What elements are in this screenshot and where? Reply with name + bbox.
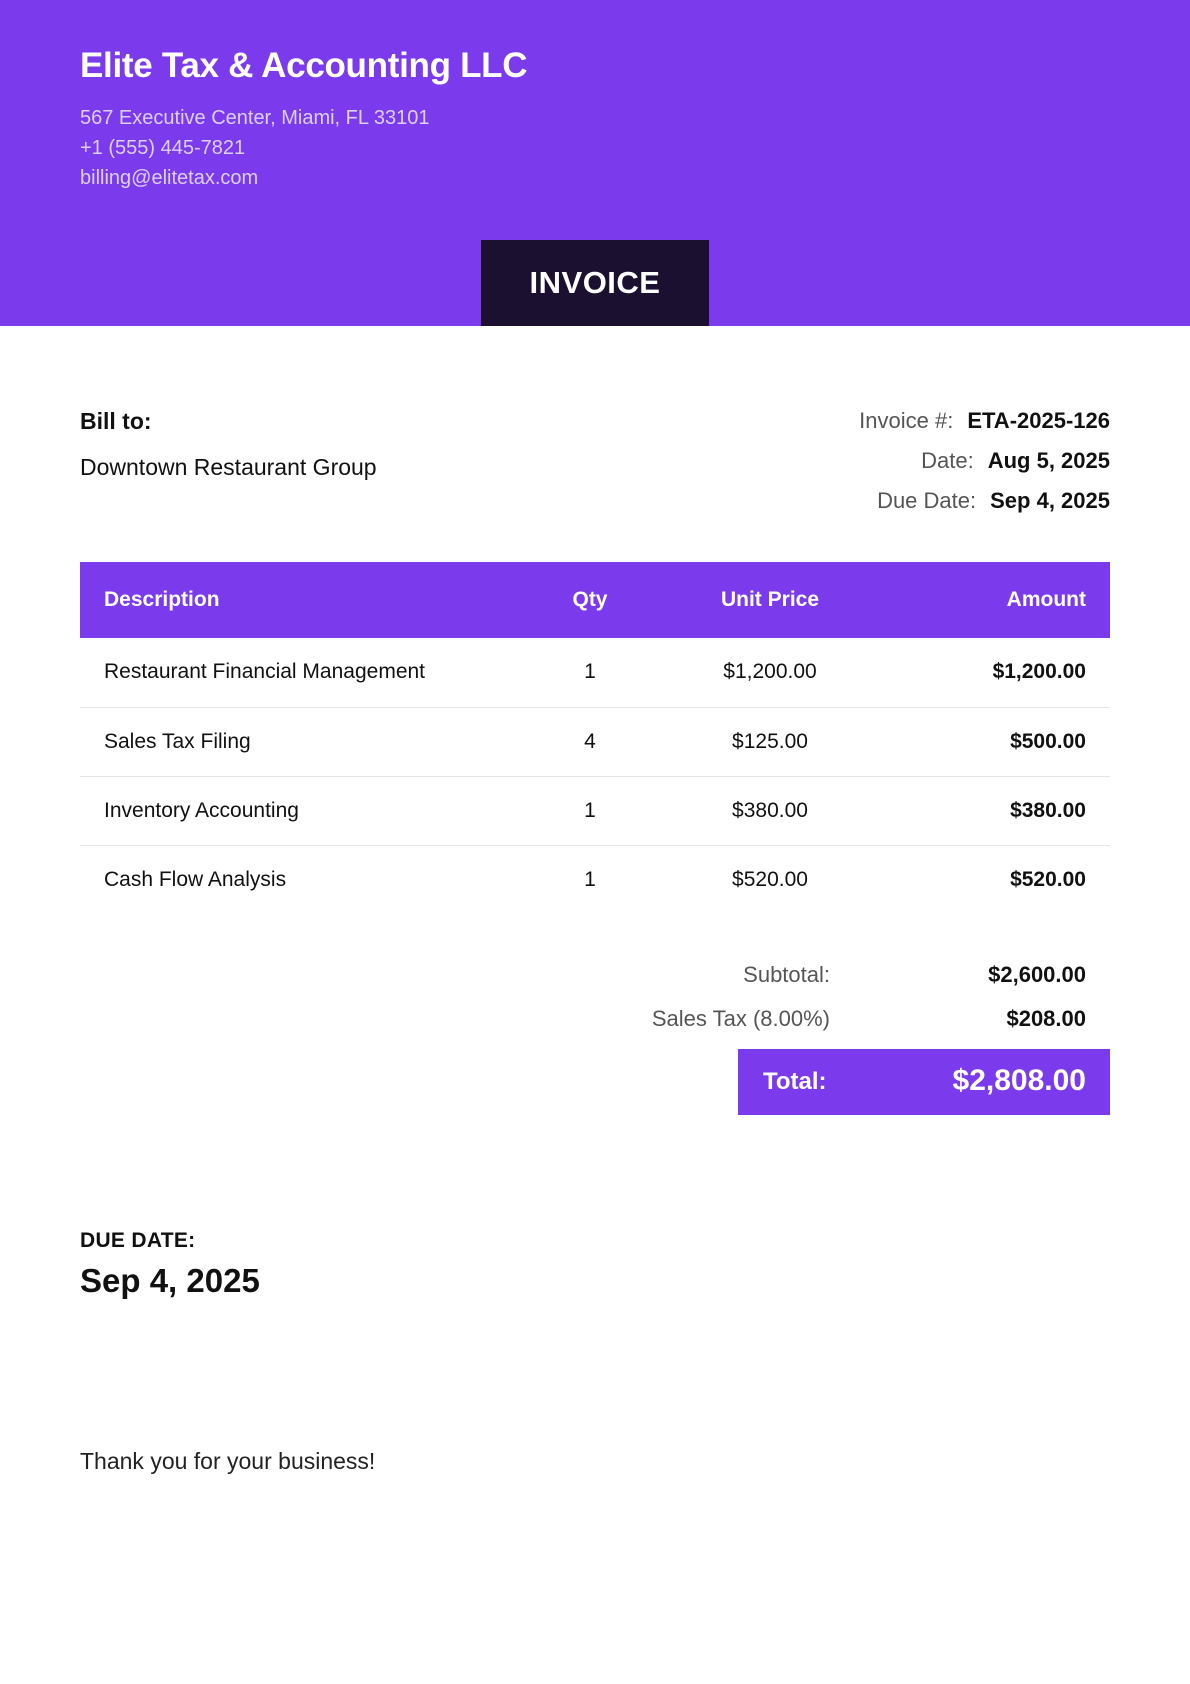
row-amount: $500.00: [900, 707, 1110, 776]
invoice-number-value: ETA-2025-126: [967, 408, 1110, 433]
invoice-number-row: [859, 408, 1110, 434]
row-qty: 4: [540, 707, 640, 776]
due-date-label: DUE DATE:: [80, 1229, 196, 1252]
table-row: [80, 845, 1110, 914]
invoice-header: [0, 0, 1190, 326]
company-email: billing@elitetax.com: [80, 167, 259, 189]
tax-row: [600, 1006, 1110, 1036]
tax-label: Sales Tax (8.00%): [651, 1006, 830, 1031]
column-header-amount: Amount: [1006, 588, 1086, 611]
row-unit-price: $380.00: [640, 776, 900, 845]
column-header-unit-price: Unit Price: [720, 588, 820, 611]
row-qty: 1: [584, 867, 596, 891]
column-header-description: Description: [104, 588, 220, 611]
invoice-due-date-label: Due Date:: [877, 488, 977, 513]
total-label: Total:: [763, 1068, 827, 1095]
bill-to-name: Downtown Restaurant Group: [80, 454, 377, 480]
invoice-number-label: Invoice #:: [859, 408, 954, 433]
company-address: 567 Executive Center, Miami, FL 33101: [80, 107, 430, 129]
invoice-title-badge: INVOICE: [481, 240, 709, 326]
total-box: [738, 1049, 1110, 1115]
row-qty: 1: [540, 638, 640, 707]
subtotal-value: $2,600.00: [988, 962, 1086, 987]
subtotal-row: [600, 962, 1110, 992]
due-date-value: Sep 4, 2025: [80, 1262, 260, 1299]
table-row: [80, 638, 1110, 707]
company-phone: +1 (555) 445-7821: [80, 137, 246, 159]
subtotal-label: Subtotal:: [743, 962, 830, 987]
row-qty: 1: [540, 776, 640, 845]
table-row: [80, 776, 1110, 845]
table-row: [80, 707, 1110, 776]
bill-to-label: Bill to:: [80, 408, 152, 434]
row-amount: $380.00: [900, 776, 1110, 845]
thank-you-message: Thank you for your business!: [80, 1448, 376, 1474]
row-unit-price: $520.00: [732, 867, 808, 891]
line-items-table: [80, 562, 1110, 914]
row-unit-price: $1,200.00: [640, 638, 900, 707]
invoice-due-date-value: Sep 4, 2025: [990, 488, 1110, 513]
row-amount: $520.00: [1010, 867, 1086, 891]
row-amount: $1,200.00: [900, 638, 1110, 707]
invoice-date-label: Date:: [921, 448, 974, 473]
column-header-qty: Qty: [572, 588, 608, 611]
row-description: Restaurant Financial Management: [80, 638, 540, 707]
tax-value: $208.00: [1006, 1006, 1086, 1031]
invoice-due-date-row: [877, 488, 1110, 514]
row-unit-price: $125.00: [640, 707, 900, 776]
company-name: Elite Tax & Accounting LLC: [80, 46, 528, 85]
total-value: $2,808.00: [952, 1064, 1086, 1097]
row-description: Sales Tax Filing: [80, 707, 540, 776]
row-description: Inventory Accounting: [80, 776, 540, 845]
invoice-date-row: [921, 448, 1110, 474]
table-header-row: [80, 562, 1110, 638]
row-description: Cash Flow Analysis: [104, 867, 287, 891]
invoice-date-value: Aug 5, 2025: [987, 448, 1110, 473]
